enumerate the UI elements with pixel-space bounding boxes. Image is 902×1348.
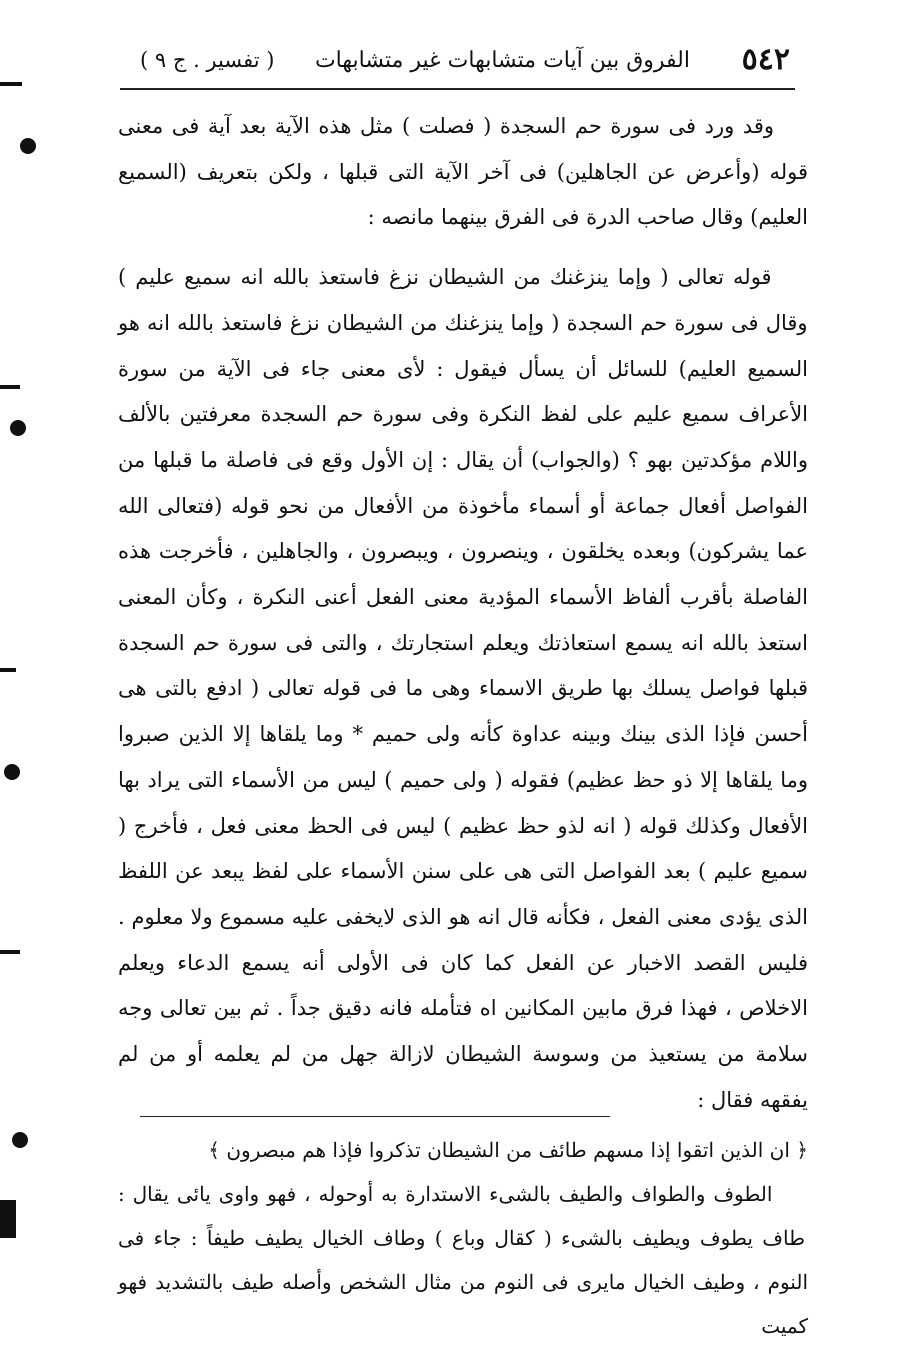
volume-reference: ( تفسير . ج ٩ ) — [140, 48, 275, 72]
scan-mark — [0, 950, 20, 954]
text-line: السميع العليم) للسائل أن يسأل فيقول : لأى معنى جاء فى الآية من سورة الأعراف — [118, 356, 808, 427]
footnote-section — [118, 1128, 808, 1348]
text-line: (وأعرض عن الجاهلين) فى آخر الآية التى قبلها ، ولكن بتعريف (السميع العليم) — [118, 159, 808, 230]
text-line: طاف يطوف ويطيف بالشىء ( كقال وباع ) وطاف الخيال يطيف طيفاً : جاء فى — [118, 1226, 806, 1250]
text-line: وقد ورد فى سورة حم السجدة ( فصلت ) مثل هذه الآية بعد آية فى معنى قوله — [118, 114, 808, 184]
text-line: فقوله ( ولى حميم ) ليس من الأسماء التى يراد بها الأفعال وكذلك قوله ( انه لذو — [118, 767, 809, 838]
text-line: وقال فى سورة حم السجدة ( وإما ينزغنك من الشيطان نزغ فاستعذ بالله انه هو — [118, 310, 808, 335]
paragraph — [118, 104, 808, 241]
text-line: كان فى الأولى أنه يسمع الدعاء ويعلم الاخلاص ، فهذا فرق مابين المكانين اه — [118, 950, 809, 1021]
text-line: جماعة أو أسماء مأخوذة من الأفعال من نحو قوله (فتعالى الله عما يشركون) وبعده — [118, 493, 808, 564]
text-line: قوله تعالى ( وإما ينزغنك من الشيطان نزغ فاستعذ بالله انه سميع عليم ) — [118, 265, 772, 290]
text-line: استعاذتك ويعلم استجارتك ، والتى فى سورة حم السجدة قبلها فواصل يسلك بها — [118, 630, 808, 701]
scan-mark — [4, 764, 20, 780]
text-line: وقال صاحب الدرة فى الفرق بينهما مانصه : — [367, 205, 744, 230]
text-line: ألفاظ الأسماء المؤدية معنى الفعل أعنى النكرة ، وكأن المعنى استعذ بالله انه يسمع — [118, 585, 809, 655]
footnote-rule — [140, 1116, 610, 1117]
scan-mark — [0, 668, 16, 672]
text-line: حظ عظيم ) ليس فى الحظ معنى فعل ، فأخرج ( سميع عليم ) بعد الفواصل التى — [118, 813, 808, 884]
paragraph — [118, 1172, 808, 1348]
text-line: عداوة كأنه ولى حميم * وما يلقاها إلا الذين صبروا وما يلقاها إلا ذو حظ عظيم) — [118, 722, 808, 792]
scan-mark — [20, 138, 36, 154]
page-header — [120, 40, 790, 84]
scan-mark — [0, 385, 20, 389]
text-line: انه هو الذى لايخفى عليه مسموع ولا معلوم . فليس القصد الاخبار عن الفعل كما — [118, 904, 808, 975]
paragraph — [118, 255, 808, 1123]
text-line: الطوف والطواف والطيف بالشىء الاستدارة به أوحوله ، فهو واوى يائى يقال : — [118, 1182, 773, 1206]
text-line: فتأمله فانه دقيق جداً . ثم بين تعالى وجه سلامة من يستعيذ من وسوسة الشيطان — [118, 996, 808, 1067]
text-line: سميع عليم على لفظ النكرة وفى سورة حم السجدة معرفتين بالألف واللام مؤكدتين — [118, 402, 808, 472]
header-rule — [120, 88, 795, 90]
text-line: لازالة جهل من لم يعلمه أو من لم يفقهه فقال : — [118, 1042, 808, 1112]
scan-mark — [0, 1200, 16, 1238]
main-text — [118, 104, 808, 1123]
text-line: طريق الاسماء وهى ما فى قوله تعالى ( ادفع بالتى هى أحسن فإذا الذى بينك وبينه — [118, 676, 808, 747]
scan-mark — [0, 82, 22, 86]
text-line: النوم ، وطيف الخيال مايرى فى النوم من مثال الشخص وأصله طيف بالتشديد فهو كميت — [118, 1270, 808, 1338]
running-title: الفروق بين آيات متشابهات غير متشابهات — [314, 48, 690, 73]
page-number: ٥٤٢ — [741, 42, 790, 77]
scan-mark — [10, 420, 26, 436]
text-line: هى على سنن الأسماء على لفظ يبعد عن اللفظ الذى يؤدى معنى الفعل ، فكأنه قال — [118, 859, 809, 929]
verse-line: ﴿ ان الذين اتقوا إذا مسهم طائف من الشيطان تذكروا فإذا هم مبصرون ﴾ — [208, 1138, 808, 1162]
text-line: يخلقون ، وينصرون ، ويبصرون ، والجاهلين ، فأخرجت هذه الفاصلة بأقرب — [118, 539, 808, 610]
scan-mark — [12, 1132, 28, 1148]
text-line: بهو ؟ (والجواب) أن يقال : إن الأول وقع فى فاصلة ما قبلها من الفواصل أفعال — [118, 447, 808, 518]
